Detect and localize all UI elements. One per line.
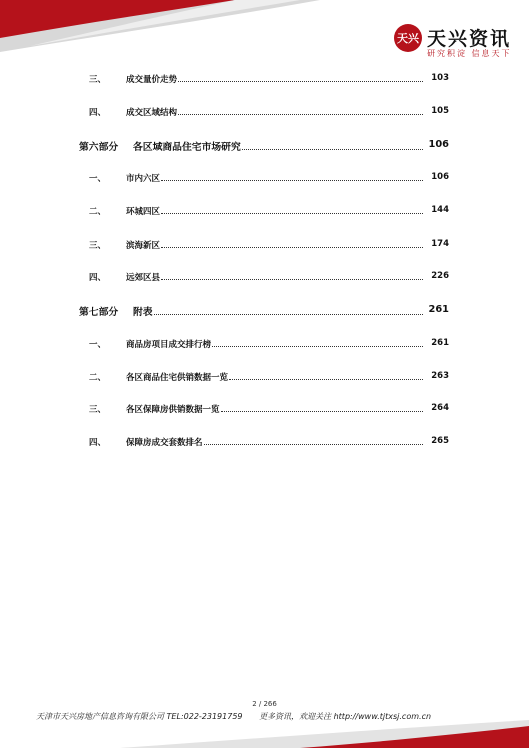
toc-number: 四、: [89, 108, 107, 118]
toc-item-row[interactable]: [0, 239, 529, 255]
toc-item-row[interactable]: [0, 436, 529, 452]
toc-part-row[interactable]: [0, 304, 529, 320]
toc-part-row[interactable]: [0, 139, 529, 155]
toc-leader-dots: [242, 139, 423, 150]
toc-number: 四、: [89, 273, 107, 283]
toc-number: 三、: [89, 241, 107, 251]
toc-title: 滨海新区: [126, 239, 425, 251]
toc-page-number: 106: [431, 172, 449, 182]
toc-page-number: 265: [431, 436, 449, 446]
toc-page-number: 103: [431, 73, 449, 83]
toc-title: 保障房成交套数排名: [126, 436, 425, 448]
toc-page-number: 263: [431, 371, 449, 381]
toc-leader-dots: [154, 304, 423, 315]
toc-number: 四、: [89, 438, 107, 448]
toc-title: 成交区域结构: [126, 106, 425, 118]
toc-title: 各区保障房供销数据一览: [126, 403, 425, 415]
toc-title: 市内六区: [126, 172, 425, 184]
toc-page-number: 105: [431, 106, 449, 116]
toc-title: 各区商品住宅供销数据一览: [126, 371, 425, 383]
toc-page-number: 174: [431, 239, 449, 249]
toc-number: 一、: [89, 174, 107, 184]
toc-number: 二、: [89, 373, 107, 383]
logo-title: 天兴资讯: [427, 28, 512, 50]
toc-number: 第六部分: [79, 142, 119, 153]
toc-title: 远郊区县: [126, 271, 425, 283]
toc-title: 各区域商品住宅市场研究: [133, 139, 425, 153]
toc-number: 一、: [89, 340, 107, 350]
toc-number: 第七部分: [79, 307, 119, 318]
toc-leader-dots: [161, 271, 423, 280]
toc-leader-dots: [178, 106, 423, 115]
toc-item-row[interactable]: [0, 271, 529, 287]
toc-number: 三、: [89, 405, 107, 415]
toc-title: 附表: [133, 304, 425, 318]
toc-leader-dots: [221, 403, 423, 412]
toc-page-number: 144: [431, 205, 449, 215]
toc-page-number: 261: [431, 338, 449, 348]
toc-leader-dots: [161, 172, 423, 181]
toc-leader-dots: [229, 371, 423, 380]
logo-slogan: 研究积淀 信息天下: [427, 49, 512, 58]
footer-corner-decoration: [0, 720, 529, 748]
footer-company: 天津市天兴房地产信息咨询有限公司 TEL:022-23191759: [36, 712, 243, 721]
toc-title: 成交量价走势: [126, 73, 425, 85]
toc-item-row[interactable]: [0, 205, 529, 221]
page-indicator: 2 / 266: [252, 700, 277, 708]
toc-page-number: 226: [431, 271, 449, 281]
seal-icon: 天兴: [394, 24, 422, 52]
toc-leader-dots: [204, 436, 423, 445]
toc-leader-dots: [161, 239, 423, 248]
toc-leader-dots: [178, 73, 423, 82]
toc-leader-dots: [161, 205, 423, 214]
toc-title: 商品房项目成交排行榜: [126, 338, 425, 350]
toc-page-number: 264: [431, 403, 449, 413]
brand-logo: [394, 24, 524, 58]
toc-page-number: 261: [428, 304, 449, 315]
toc-item-row[interactable]: [0, 338, 529, 354]
toc-title: 环城四区: [126, 205, 425, 217]
toc-item-row[interactable]: [0, 172, 529, 188]
toc-item-row[interactable]: [0, 371, 529, 387]
toc-item-row[interactable]: [0, 106, 529, 122]
toc-number: 三、: [89, 75, 107, 85]
toc-leader-dots: [212, 338, 423, 347]
toc-item-row[interactable]: [0, 403, 529, 419]
footer-website: 更多资讯，欢迎关注 http://www.tjtxsj.com.cn: [259, 712, 432, 721]
toc-number: 二、: [89, 207, 107, 217]
toc-item-row[interactable]: [0, 73, 529, 89]
toc-page-number: 106: [428, 139, 449, 150]
